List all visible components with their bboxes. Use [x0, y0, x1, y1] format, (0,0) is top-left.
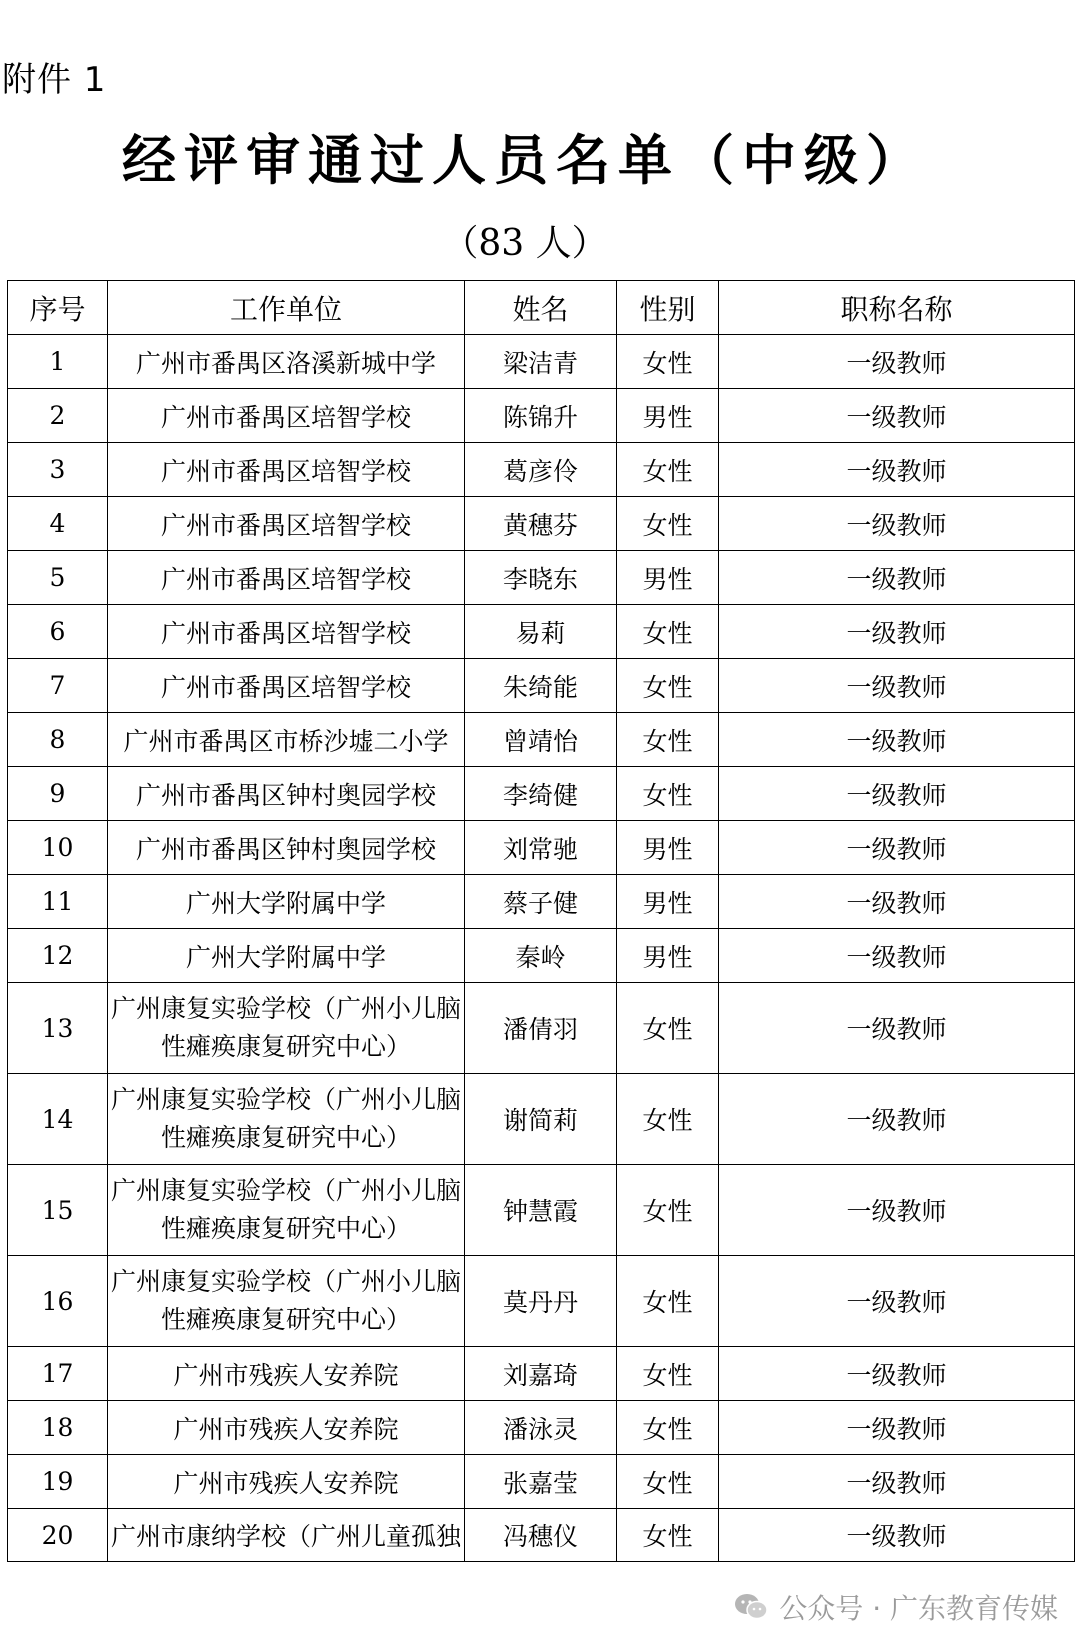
cell-unit: 广州市残疾人安养院: [108, 1347, 465, 1401]
cell-seq: 6: [8, 605, 108, 659]
cell-name: 秦岭: [465, 929, 617, 983]
cell-gender: 女性: [617, 1074, 719, 1165]
cell-title: 一级教师: [719, 983, 1075, 1074]
cell-seq: 7: [8, 659, 108, 713]
cell-unit: 广州大学附属中学: [108, 929, 465, 983]
cell-seq: 8: [8, 713, 108, 767]
cell-name: 张嘉莹: [465, 1455, 617, 1509]
cell-title: 一级教师: [719, 1401, 1075, 1455]
cell-unit-line1: 广州康复实验学校（广州小儿脑: [110, 1176, 461, 1205]
table-row: [8, 389, 1075, 443]
table-row: [8, 605, 1075, 659]
cell-unit-line1: 广州康复实验学校（广州小儿脑: [110, 994, 461, 1023]
table-row: [8, 1074, 1075, 1165]
cell-title: 一级教师: [719, 1455, 1075, 1509]
cell-name: 刘嘉琦: [465, 1347, 617, 1401]
table-row: [8, 929, 1075, 983]
table-row: [8, 659, 1075, 713]
cell-seq: 12: [8, 929, 108, 983]
cell-unit: 广州市残疾人安养院: [108, 1401, 465, 1455]
table-row: [8, 551, 1075, 605]
cell-seq: 4: [8, 497, 108, 551]
cell-gender: 女性: [617, 1256, 719, 1347]
cell-gender: 女性: [617, 1455, 719, 1509]
cell-seq: 3: [8, 443, 108, 497]
cell-name: 潘泳灵: [465, 1401, 617, 1455]
cell-title: 一级教师: [719, 767, 1075, 821]
cell-title: 一级教师: [719, 713, 1075, 767]
cell-unit-line2: 性瘫痪康复研究中心）: [160, 1123, 411, 1152]
table-row: [8, 767, 1075, 821]
cell-title: 一级教师: [719, 551, 1075, 605]
wechat-icon: [733, 1592, 769, 1622]
cell-unit: 广州市残疾人安养院: [108, 1455, 465, 1509]
table-row: [8, 335, 1075, 389]
cell-gender: 男性: [617, 875, 719, 929]
cell-unit: 广州市番禺区钟村奥园学校: [108, 767, 465, 821]
cell-unit: 广州市番禺区洛溪新城中学: [108, 335, 465, 389]
cell-name: 黄穗芬: [465, 497, 617, 551]
cell-seq: 18: [8, 1401, 108, 1455]
cell-unit: 广州市番禺区培智学校: [108, 497, 465, 551]
cell-gender: 男性: [617, 551, 719, 605]
table-row: [8, 1401, 1075, 1455]
cell-name: 李绮健: [465, 767, 617, 821]
cell-seq: 13: [8, 983, 108, 1074]
cell-seq: 17: [8, 1347, 108, 1401]
cell-title: 一级教师: [719, 1165, 1075, 1256]
cell-unit: [108, 983, 465, 1074]
cell-title: 一级教师: [719, 389, 1075, 443]
cell-unit: [108, 1256, 465, 1347]
cell-gender: 女性: [617, 659, 719, 713]
cell-title: 一级教师: [719, 497, 1075, 551]
table-row: [8, 875, 1075, 929]
cell-unit: 广州大学附属中学: [108, 875, 465, 929]
table-header-row: [8, 281, 1075, 335]
table-row: [8, 1509, 1075, 1562]
cell-gender: 男性: [617, 821, 719, 875]
header-title: 职称名称: [719, 281, 1075, 335]
cell-gender: 女性: [617, 1165, 719, 1256]
cell-unit-line2: 性瘫痪康复研究中心）: [160, 1305, 411, 1334]
cell-title: 一级教师: [719, 1074, 1075, 1165]
cell-unit: 广州市康纳学校（广州儿童孤独: [108, 1509, 465, 1562]
cell-name: 蔡子健: [465, 875, 617, 929]
cell-title: 一级教师: [719, 821, 1075, 875]
cell-title: 一级教师: [719, 1509, 1075, 1562]
cell-seq: 16: [8, 1256, 108, 1347]
table-row: [8, 443, 1075, 497]
cell-name: 陈锦升: [465, 389, 617, 443]
cell-unit-line1: 广州康复实验学校（广州小儿脑: [110, 1085, 461, 1114]
cell-gender: 女性: [617, 443, 719, 497]
table-row: [8, 497, 1075, 551]
cell-seq: 10: [8, 821, 108, 875]
table-row: [8, 983, 1075, 1074]
cell-gender: 男性: [617, 929, 719, 983]
cell-unit: 广州市番禺区钟村奥园学校: [108, 821, 465, 875]
cell-gender: 女性: [617, 605, 719, 659]
cell-name: 李晓东: [465, 551, 617, 605]
cell-title: 一级教师: [719, 335, 1075, 389]
cell-name: 刘常驰: [465, 821, 617, 875]
table-row: [8, 1256, 1075, 1347]
attachment-label: 附件 1: [2, 60, 107, 100]
cell-unit: 广州市番禺区培智学校: [108, 659, 465, 713]
cell-unit: 广州市番禺区培智学校: [108, 443, 465, 497]
cell-title: 一级教师: [719, 875, 1075, 929]
cell-name: 冯穗仪: [465, 1509, 617, 1562]
cell-name: 曾靖怡: [465, 713, 617, 767]
watermark: [733, 1587, 1058, 1627]
header-gender: 性别: [617, 281, 719, 335]
cell-name: 朱绮能: [465, 659, 617, 713]
cell-unit-line2: 性瘫痪康复研究中心）: [160, 1214, 411, 1243]
cell-title: 一级教师: [719, 659, 1075, 713]
cell-unit: 广州市番禺区培智学校: [108, 605, 465, 659]
cell-unit: [108, 1165, 465, 1256]
cell-gender: 女性: [617, 983, 719, 1074]
cell-seq: 1: [8, 335, 108, 389]
cell-name: 葛彦伶: [465, 443, 617, 497]
cell-unit: [108, 1074, 465, 1165]
cell-name: 谢简莉: [465, 1074, 617, 1165]
cell-gender: 男性: [617, 389, 719, 443]
header-name: 姓名: [465, 281, 617, 335]
cell-title: 一级教师: [719, 1347, 1075, 1401]
table-row: [8, 1347, 1075, 1401]
cell-unit-line2: 性瘫痪康复研究中心）: [160, 1032, 411, 1061]
table-row: [8, 1165, 1075, 1256]
table-row: [8, 713, 1075, 767]
cell-title: 一级教师: [719, 443, 1075, 497]
cell-seq: 9: [8, 767, 108, 821]
cell-name: 潘倩羽: [465, 983, 617, 1074]
cell-name: 莫丹丹: [465, 1256, 617, 1347]
header-unit: 工作单位: [108, 281, 465, 335]
cell-seq: 5: [8, 551, 108, 605]
cell-unit: 广州市番禺区市桥沙墟二小学: [108, 713, 465, 767]
cell-gender: 女性: [617, 713, 719, 767]
cell-title: 一级教师: [719, 929, 1075, 983]
cell-gender: 女性: [617, 1347, 719, 1401]
page-subtitle: （83 人）: [442, 223, 608, 264]
cell-unit-line1: 广州康复实验学校（广州小儿脑: [110, 1267, 461, 1296]
cell-unit: 广州市番禺区培智学校: [108, 551, 465, 605]
cell-title: 一级教师: [719, 605, 1075, 659]
cell-title: 一级教师: [719, 1256, 1075, 1347]
cell-seq: 2: [8, 389, 108, 443]
cell-gender: 女性: [617, 767, 719, 821]
cell-gender: 女性: [617, 1401, 719, 1455]
table-row: [8, 821, 1075, 875]
cell-gender: 女性: [617, 335, 719, 389]
cell-seq: 19: [8, 1455, 108, 1509]
cell-seq: 11: [8, 875, 108, 929]
cell-gender: 女性: [617, 497, 719, 551]
cell-name: 易莉: [465, 605, 617, 659]
header-seq: 序号: [8, 281, 108, 335]
cell-unit: 广州市番禺区培智学校: [108, 389, 465, 443]
page-title: 经评审通过人员名单（中级）: [122, 129, 928, 192]
cell-seq: 15: [8, 1165, 108, 1256]
cell-name: 钟慧霞: [465, 1165, 617, 1256]
cell-seq: 20: [8, 1509, 108, 1562]
cell-name: 梁洁青: [465, 335, 617, 389]
cell-seq: 14: [8, 1074, 108, 1165]
watermark-text: 公众号 · 广东教育传媒: [779, 1592, 1058, 1625]
personnel-table: [7, 280, 1075, 1562]
cell-gender: 女性: [617, 1509, 719, 1562]
table-row: [8, 1455, 1075, 1509]
